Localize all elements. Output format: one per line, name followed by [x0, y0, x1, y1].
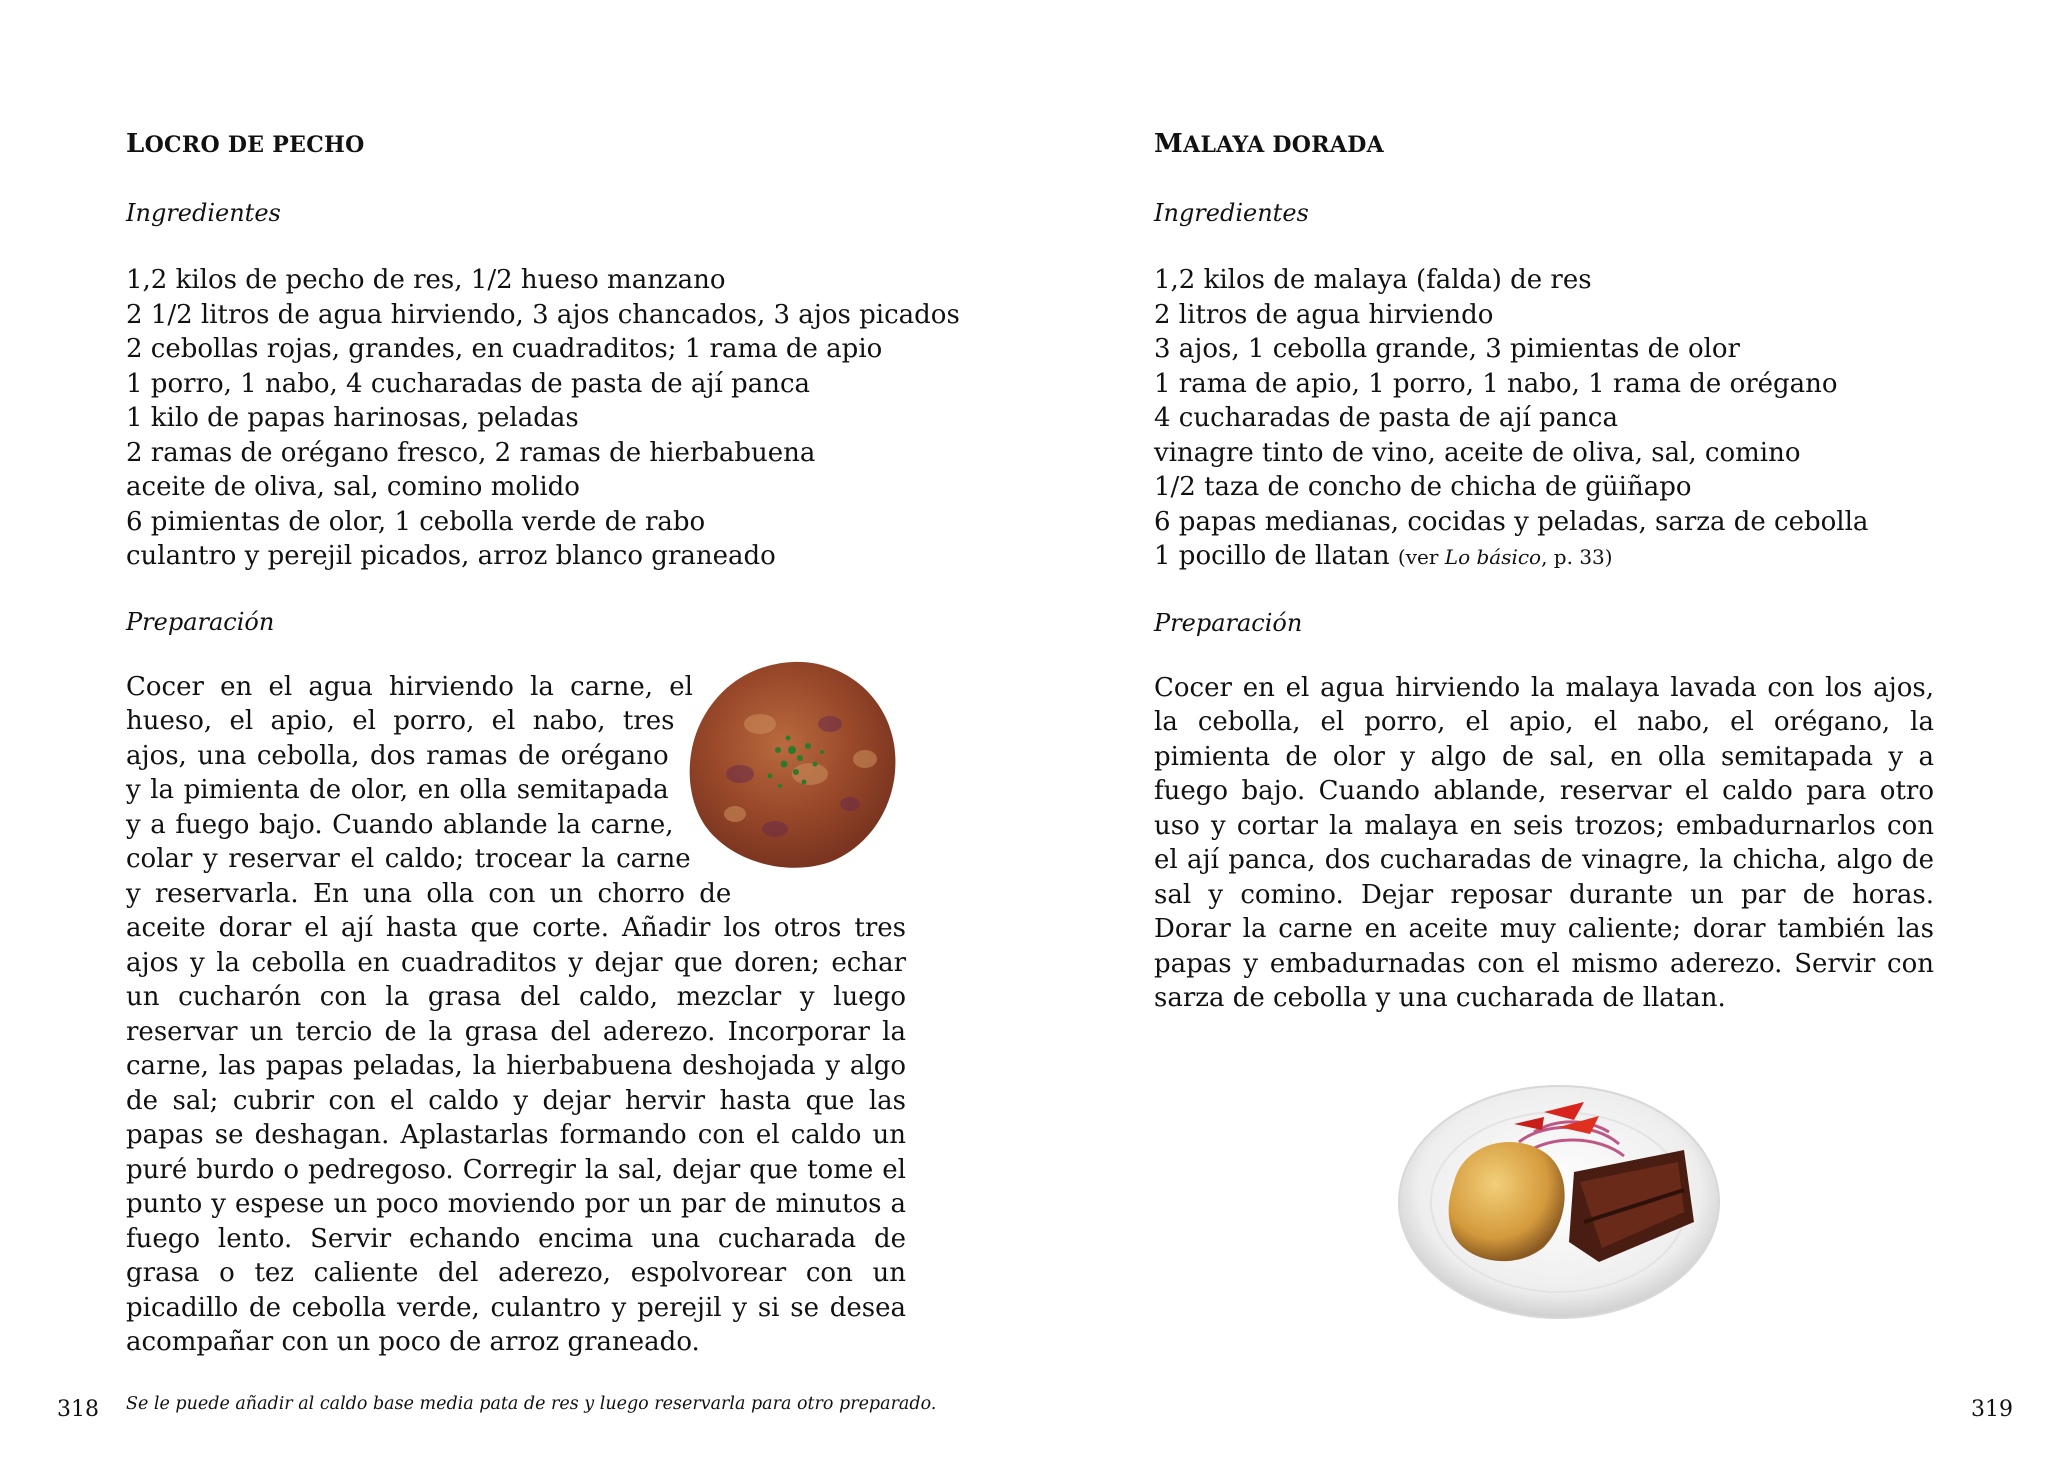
ingredient-item: 4 cucharadas de pasta de ají panca [1154, 403, 1618, 433]
recipe-title: LOCRO DE PECHO [126, 129, 365, 159]
ingredient-item: 6 papas medianas, cocidas y peladas, sarza de cebolla [1154, 506, 1869, 537]
recipe-note: Se le puede añadir al caldo base media pata de res y luego reservarla para otro preparado. [126, 1393, 937, 1414]
ingredient-item: 1 kilo de papas harinosas, peladas [126, 403, 579, 433]
ingredient-item: 6 pimientas de olor, 1 cebolla verde de rabo [126, 506, 706, 537]
cross-reference: (ver Lo básico, p. 33) [1397, 545, 1613, 569]
preparation-heading: Preparación [126, 607, 275, 636]
ingredient-item: 1/2 taza de concho de chicha de güiñapo [1154, 472, 1692, 502]
ingredient-item: culantro y perejil picados, arroz blanco graneado [126, 541, 776, 571]
page-number: 319 [1971, 1397, 2013, 1422]
ingredient-item: 2 cebollas rojas, grandes, en cuadraditos; 1 rama de apio [126, 334, 883, 364]
ingredient-item: vinagre tinto de vino, aceite de oliva, sal, comino [1154, 437, 1801, 468]
right-recipe [1154, 124, 1934, 1016]
ingredient-item: 1 rama de apio, 1 porro, 1 nabo, 1 rama de orégano [1154, 368, 1838, 399]
ingredient-list [126, 263, 960, 574]
ingredients-heading: Ingredientes [126, 199, 281, 227]
page-number: 318 [57, 1397, 99, 1422]
preparation-heading: Preparación [1154, 608, 1303, 637]
ingredient-item: 1,2 kilos de malaya (falda) de res [1154, 265, 1592, 295]
ingredient-list [1154, 263, 1934, 575]
ingredient-item: 3 ajos, 1 cebolla grande, 3 pimientas de olor [1154, 334, 1740, 364]
left-recipe [126, 124, 960, 1414]
ingredient-item: 1 porro, 1 nabo, 4 cucharadas de pasta de ají panca [126, 368, 811, 399]
ingredient-item: 2 litros de agua hirviendo [1154, 299, 1494, 330]
ingredients-heading: Ingredientes [1154, 199, 1309, 227]
ingredient-item: 2 ramas de orégano fresco, 2 ramas de hierbabuena [126, 437, 816, 468]
preparation-text: Cocer en el agua hirviendo la malaya lavada con los ajos, la cebolla, el porro, el apio, el nabo, el orégano, la pimienta de olor y algo de sal, en olla semitapada y a fuego bajo. Cuando ablande, reservar el caldo para otro uso y cortar la malaya en seis trozos; embadurnarlos con el ají panca, dos cucharadas de vinagre, la chicha, algo de sal y comino. Dejar reposar durante un par de horas. Dorar la carne en aceite muy caliente; dorar también las papas y embadurnadas con el mismo aderezo. Servir con sarza de cebolla y una cucharada de llatan. [1154, 672, 1934, 1013]
preparation-text: Cocer en el agua hirviendo la carne, el hueso, el apio, el porro, el nabo, tres ajos, una cebolla, dos ramas de orégano y la pimienta de olor, en olla semitapada y a fuego bajo. Cuando ablande la carne, colar y reservar el caldo; trocear la carne y reservarla. En una olla con un chorro de aceite dorar el ají hasta que corte. Añadir los otros tres ajos y la cebolla en cuadraditos y dejar que doren; echar un cucharón con la grasa del caldo, mezclar y luego reservar un tercio de la grasa del aderezo. Incorporar la carne, las papas peladas, la hierbabuena deshojada y algo de sal; cubrir con el caldo y dejar hervir hasta que las papas se deshagan. Aplastarlas formando con el caldo un puré burdo o pedregoso. Corregir la sal, dejar que tome el punto y espese un poco moviendo por un par de minutos a fuego lento. Servir echando encima una cucharada de grasa o tez caliente del aderezo, espolvorear con un picadillo de cebolla verde, culantro y perejil y si se desea acompañar con un poco de arroz graneado. [126, 670, 906, 1360]
locro-dish-photo [680, 654, 906, 874]
ingredient-item: 1,2 kilos de pecho de res, 1/2 hueso manzano [126, 265, 726, 295]
ingredient-item: 1 pocillo de llatan (ver Lo básico, p. 33) [1154, 541, 1613, 571]
malaya-dish-photo [1394, 1072, 1724, 1322]
recipe-title: MALAYA DORADA [1154, 129, 1384, 159]
right-page [1024, 0, 2048, 1469]
ingredient-item: aceite de oliva, sal, comino molido [126, 472, 580, 502]
ingredient-item: 2 1/2 litros de agua hirviendo, 3 ajos chancados, 3 ajos picados [126, 299, 960, 330]
